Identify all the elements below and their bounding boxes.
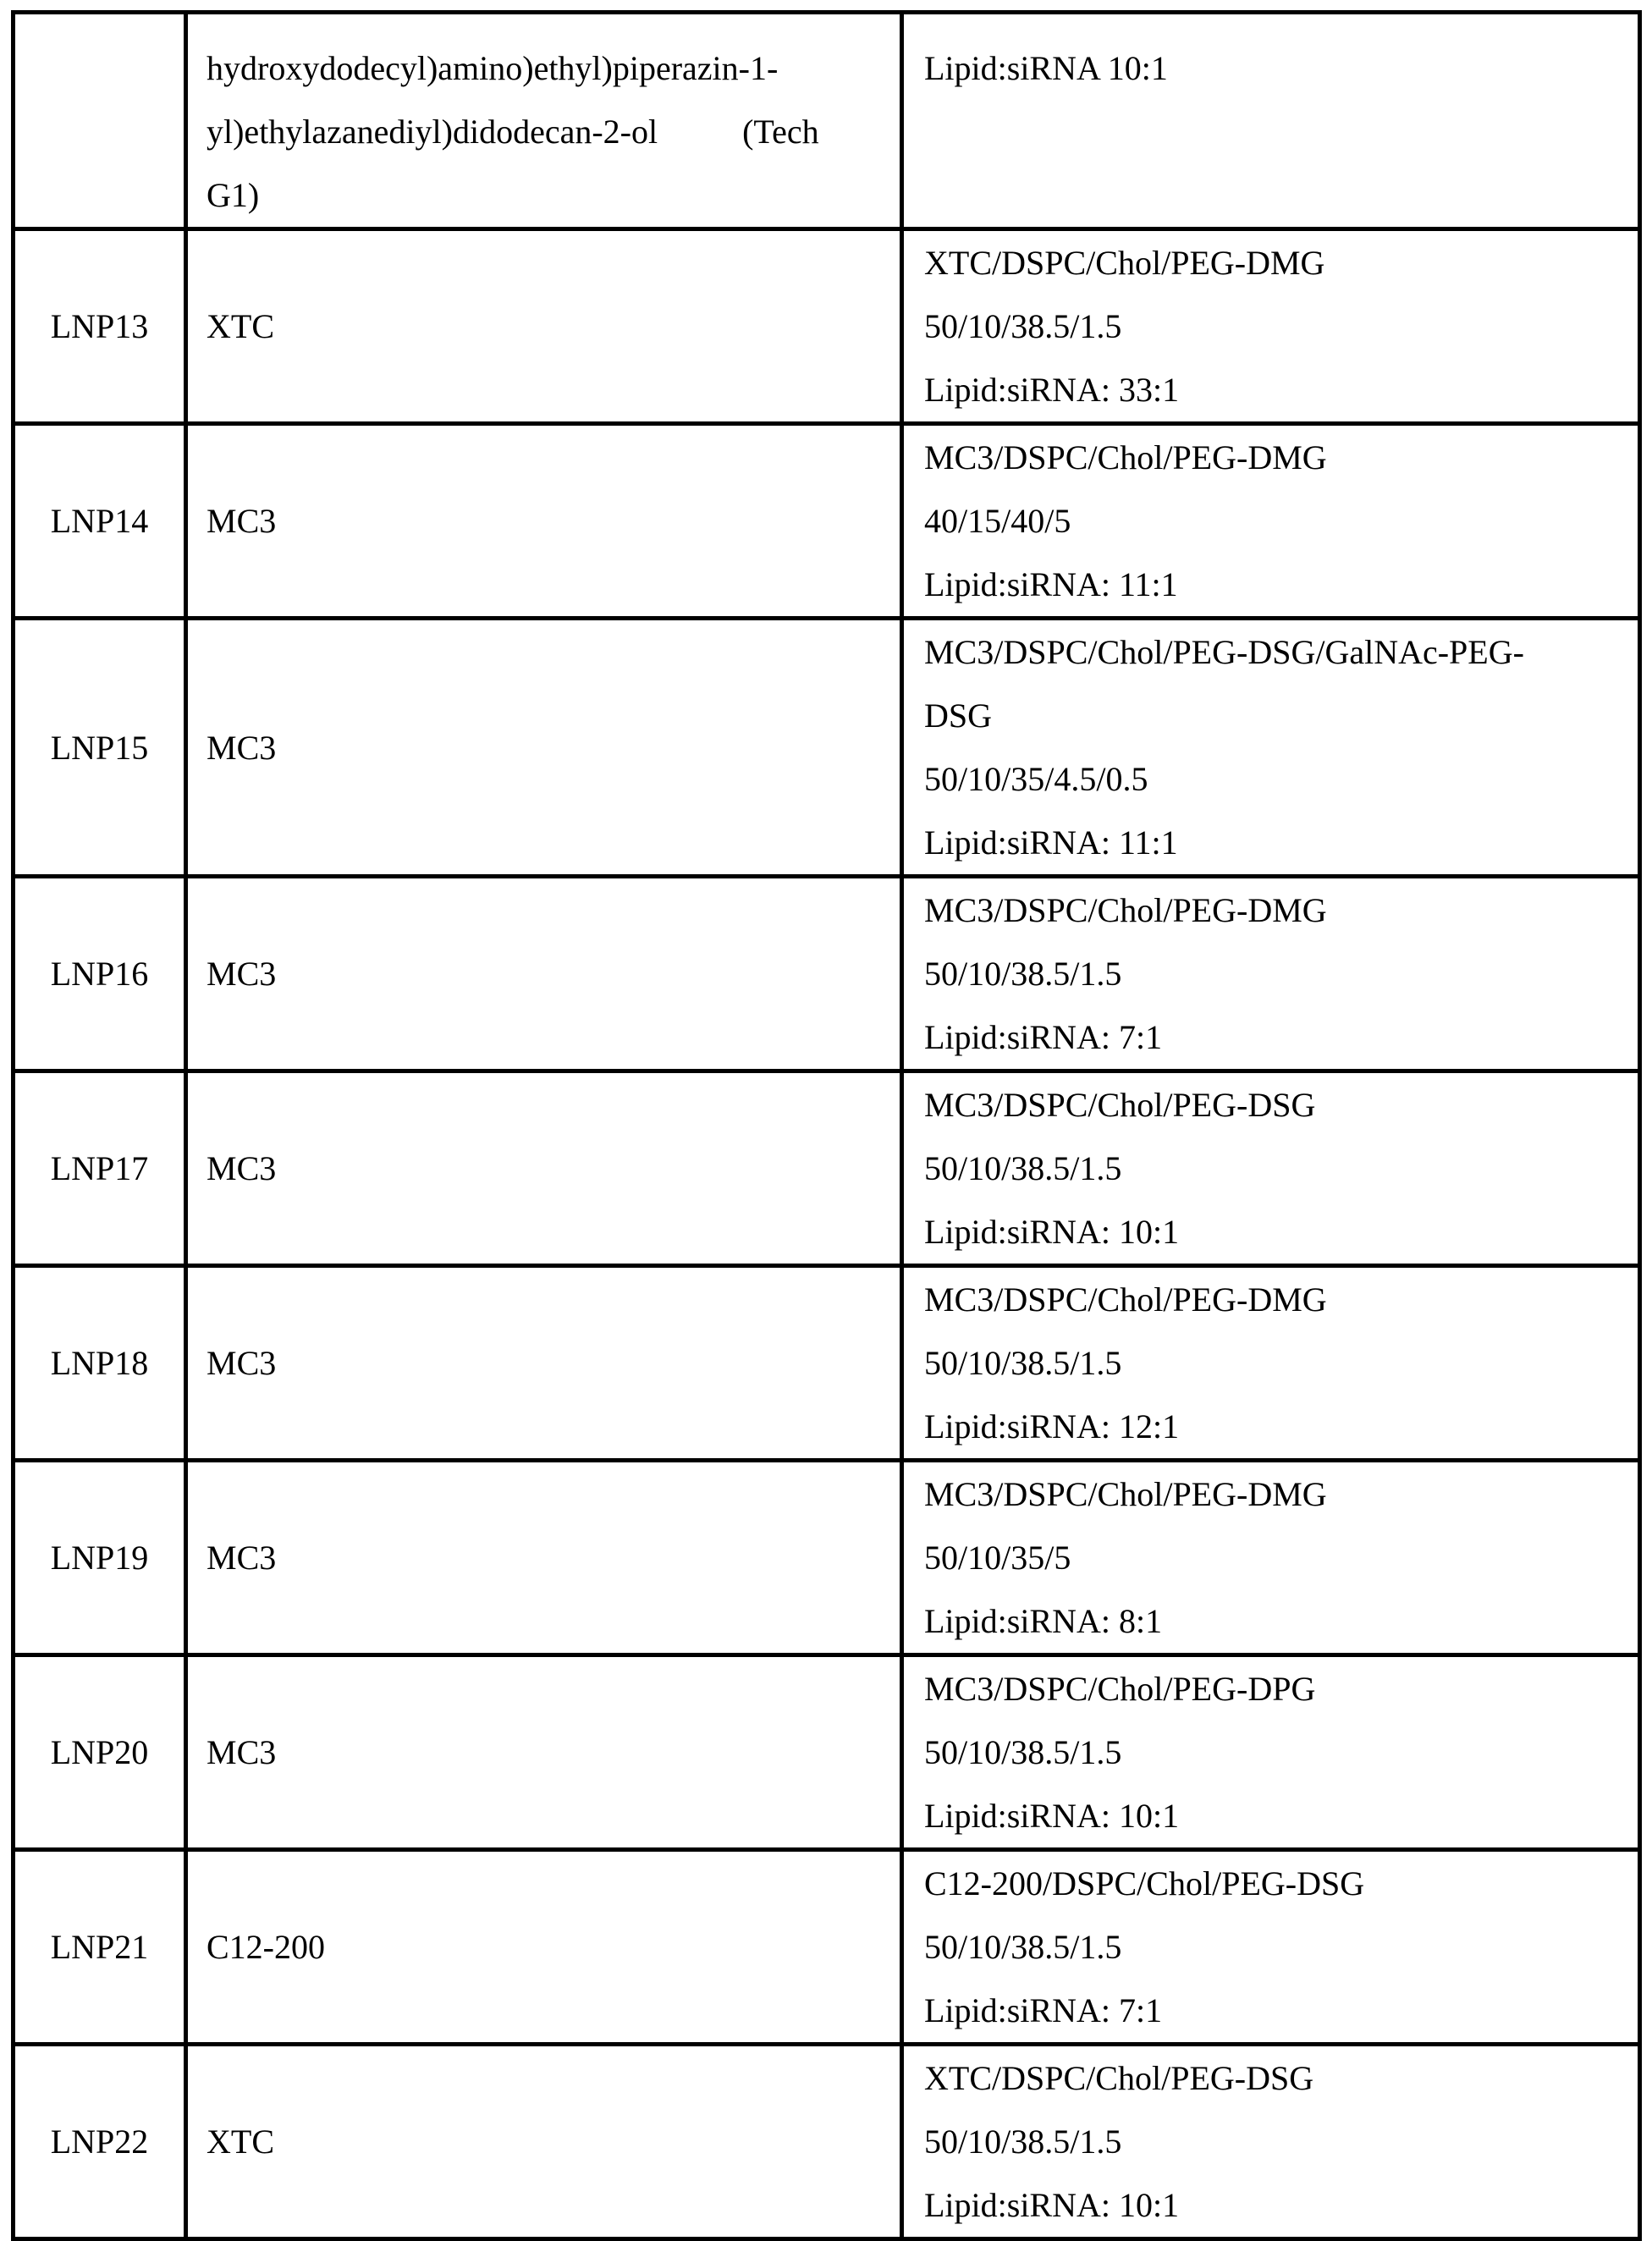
composition-cell: [902, 1461, 1640, 1655]
lipid-sirna-ratio: Lipid:siRNA: 8:1: [924, 1602, 1163, 1640]
table-row: [14, 1266, 1640, 1461]
table-row: [14, 1655, 1640, 1850]
lipid-sirna-ratio: Lipid:siRNA: 7:1: [924, 1991, 1163, 2029]
lipid-name-cell: MC3: [186, 877, 902, 1071]
composition-cell: [902, 13, 1640, 229]
lipid-sirna-ratio: Lipid:siRNA: 10:1: [924, 1797, 1180, 1835]
molar-ratio: 50/10/35/4.5/0.5: [924, 760, 1148, 798]
composition-cell: [902, 1266, 1640, 1461]
component-list: MC3/DSPC/Chol/PEG-DMG: [924, 1280, 1327, 1319]
component-list: MC3/DSPC/Chol/PEG-DSG: [924, 1086, 1316, 1124]
component-list: XTC/DSPC/Chol/PEG-DSG: [924, 2059, 1314, 2097]
component-list: MC3/DSPC/Chol/PEG-DMG: [924, 1475, 1327, 1513]
molar-ratio: 50/10/38.5/1.5: [924, 1149, 1122, 1187]
molar-ratio: 40/15/40/5: [924, 502, 1071, 540]
lipid-sirna-ratio: Lipid:siRNA: 10:1: [924, 1213, 1180, 1251]
composition-cell: [902, 229, 1640, 424]
lnp-id-cell: LNP17: [14, 1071, 186, 1266]
lnp-id-cell: LNP13: [14, 229, 186, 424]
lipid-name-cell: MC3: [186, 1071, 902, 1266]
component-list: XTC/DSPC/Chol/PEG-DMG: [924, 244, 1325, 282]
table-row: [14, 1461, 1640, 1655]
component-list-continued: DSG: [924, 697, 993, 735]
composition-cell: [902, 619, 1640, 877]
table-row: [14, 424, 1640, 619]
component-list: C12-200/DSPC/Chol/PEG-DSG: [924, 1864, 1365, 1902]
lipid-sirna-ratio: Lipid:siRNA: 33:1: [924, 371, 1180, 409]
composition-cell: [902, 424, 1640, 619]
lipid-name-cell: XTC: [186, 229, 902, 424]
molar-ratio: 50/10/38.5/1.5: [924, 1344, 1122, 1382]
molar-ratio: 50/10/38.5/1.5: [924, 955, 1122, 993]
lipid-sirna-ratio: Lipid:siRNA: 12:1: [924, 1407, 1180, 1445]
lipid-name-cell: MC3: [186, 619, 902, 877]
lipid-name-cell: XTC: [186, 2045, 902, 2239]
table-row: [14, 877, 1640, 1071]
composition-cell: [902, 1850, 1640, 2045]
table-row: [14, 229, 1640, 424]
molar-ratio: 50/10/38.5/1.5: [924, 1733, 1122, 1771]
molar-ratio: 50/10/35/5: [924, 1539, 1071, 1577]
lnp-id-cell: LNP16: [14, 877, 186, 1071]
composition-cell: [902, 2045, 1640, 2239]
component-list: MC3/DSPC/Chol/PEG-DPG: [924, 1670, 1316, 1708]
lipid-name-cell: MC3: [186, 424, 902, 619]
lnp-id-cell: [14, 13, 186, 229]
lipid-name-line: hydroxydodecyl)amino)ethyl)piperazin-1-: [206, 49, 779, 87]
lnp-formulation-table: [11, 10, 1642, 2241]
lipid-sirna-ratio: Lipid:siRNA: 10:1: [924, 2186, 1180, 2224]
document-page: [11, 10, 1638, 2224]
lipid-name-cell: MC3: [186, 1461, 902, 1655]
component-list: MC3/DSPC/Chol/PEG-DSG/GalNAc-PEG-: [924, 633, 1524, 671]
table-row: [14, 1850, 1640, 2045]
table-row: [14, 1071, 1640, 1266]
component-list: MC3/DSPC/Chol/PEG-DMG: [924, 891, 1327, 929]
molar-ratio: 50/10/38.5/1.5: [924, 2123, 1122, 2161]
composition-cell: [902, 1655, 1640, 1850]
composition-cell: [902, 877, 1640, 1071]
lipid-name-cell: MC3: [186, 1266, 902, 1461]
lipid-name-line: yl)ethylazanediyl)didodecan-2-ol (Tech: [206, 113, 819, 151]
lipid-name-cell: MC3: [186, 1655, 902, 1850]
table-row: [14, 619, 1640, 877]
lipid-sirna-ratio: Lipid:siRNA: 11:1: [924, 565, 1178, 603]
lipid-sirna-ratio: Lipid:siRNA 10:1: [924, 49, 1168, 87]
lipid-name-cell: [186, 13, 902, 229]
molar-ratio: 50/10/38.5/1.5: [924, 1928, 1122, 1966]
table-row: [14, 2045, 1640, 2239]
component-list: MC3/DSPC/Chol/PEG-DMG: [924, 438, 1327, 476]
lipid-sirna-ratio: Lipid:siRNA: 11:1: [924, 823, 1178, 862]
lnp-id-cell: LNP20: [14, 1655, 186, 1850]
lnp-id-cell: LNP15: [14, 619, 186, 877]
lnp-id-cell: LNP18: [14, 1266, 186, 1461]
lnp-id-cell: LNP19: [14, 1461, 186, 1655]
lipid-sirna-ratio: Lipid:siRNA: 7:1: [924, 1018, 1163, 1056]
lnp-id-cell: LNP22: [14, 2045, 186, 2239]
lipid-name-cell: C12-200: [186, 1850, 902, 2045]
composition-cell: [902, 1071, 1640, 1266]
lnp-id-cell: LNP14: [14, 424, 186, 619]
table-row-continued: [14, 13, 1640, 229]
lipid-name-line: G1): [206, 176, 260, 214]
lnp-id-cell: LNP21: [14, 1850, 186, 2045]
molar-ratio: 50/10/38.5/1.5: [924, 307, 1122, 345]
